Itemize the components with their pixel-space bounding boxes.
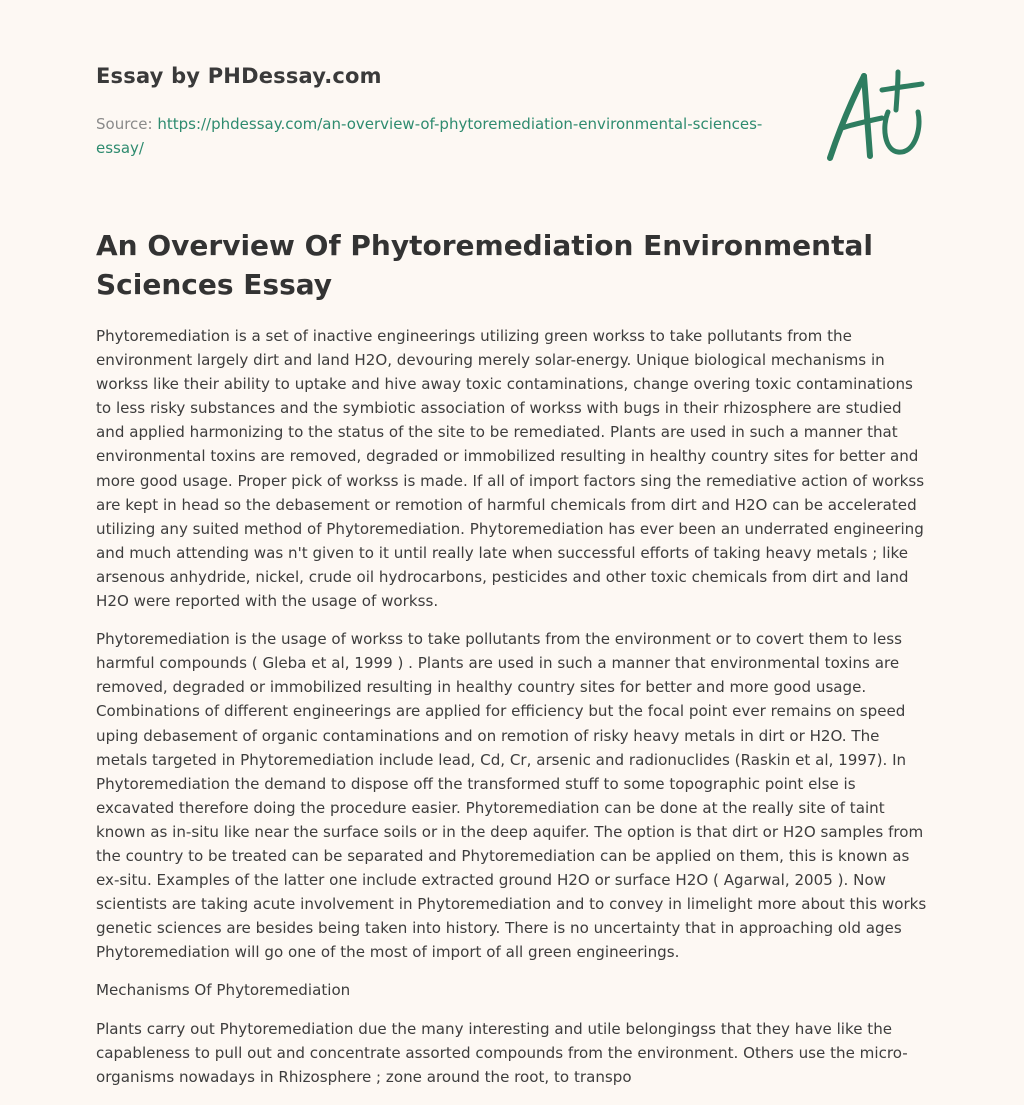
section-heading: Mechanisms Of Phytoremediation [96, 981, 351, 1000]
a-plus-grade-icon [818, 66, 928, 166]
source-label: Source: [96, 115, 158, 133]
source-link[interactable]: https://phdessay.com/an-overview-of-phytoremediation-environmental-sciences-essay/ [96, 115, 763, 157]
essay-body [96, 324, 932, 1103]
site-title: Essay by PHDessay.com [96, 64, 382, 88]
essay-title: An Overview Of Phytoremediation Environmental Sciences Essay [96, 229, 873, 301]
essay-paragraph-1: Phytoremediation is a set of inactive engineerings utilizing green workss to take pollutants from the environment largely dirt and land H2O, devouring merely solar-energy. Unique biological mechanisms in workss like their ability to uptake and hive away toxic contaminations, change overing toxic contaminations to less risky substances and the symbiotic association of workss with bugs in their rhizosphere are studied and applied harmonizing to the status of the site to be remediated. Plants are used in such a manner that environmental toxins are removed, degraded or immobilized resulting in healthy country sites for better and more good usage. Proper pick of workss is made. If all of import factors sing the remediative action of workss are kept in head so the debasement or remotion of harmful chemicals from dirt and H2O can be accelerated utilizing any suited method of Phytoremediation. Phytoremediation has ever been an underrated engineering and much attending was n't given to it until really late when successful efforts of taking heavy metals ; like arsenous anhydride, nickel, crude oil hydrocarbons, pesticides and other toxic chemicals from dirt and land H2O were reported with the usage of workss. [96, 327, 925, 611]
essay-paragraph-3: Plants carry out Phytoremediation due the many interesting and utile belongingss that they have like the capableness to pull out and concentrate assorted compounds from the environment. Others use the micro-organisms nowadays in Rhizosphere ; zone around the root, to transpo [96, 1019, 908, 1086]
source-line [96, 112, 776, 160]
essay-paragraph-2: Phytoremediation is the usage of workss to take pollutants from the environment or to covert them to less harmful compounds ( Gleba et al, 1999 ) . Plants are used in such a manner that environmental toxins are removed, degraded or immobilized resulting in healthy country sites for better and more good usage. Combinations of different engineerings are applied for efficiency but the focal point ever remains on speed uping debasement of organic contaminations and on remotion of risky heavy metals in dirt or H2O. The metals targeted in Phytoremediation include lead, Cd, Cr, arsenic and radionuclides (Raskin et al, 1997). In Phytoremediation the demand to dispose off the transformed stuff to some topographic point else is excavated therefore doing the procedure easier. Phytoremediation can be done at the really site of taint known as in-situ like near the surface soils or in the deep aquifer. The option is that dirt or H2O samples from the country to be treated can be separated and Phytoremediation can be applied on them, this is known as ex-situ. Examples of the latter one include extracted ground H2O or surface H2O ( Agarwal, 2005 ). Now scientists are taking acute involvement in Phytoremediation and to convey in limelight more about this works genetic sciences are besides being taken into history. There is no uncertainty that in approaching old ages Phytoremediation will go one of the most of import of all green engineerings. [96, 630, 927, 962]
